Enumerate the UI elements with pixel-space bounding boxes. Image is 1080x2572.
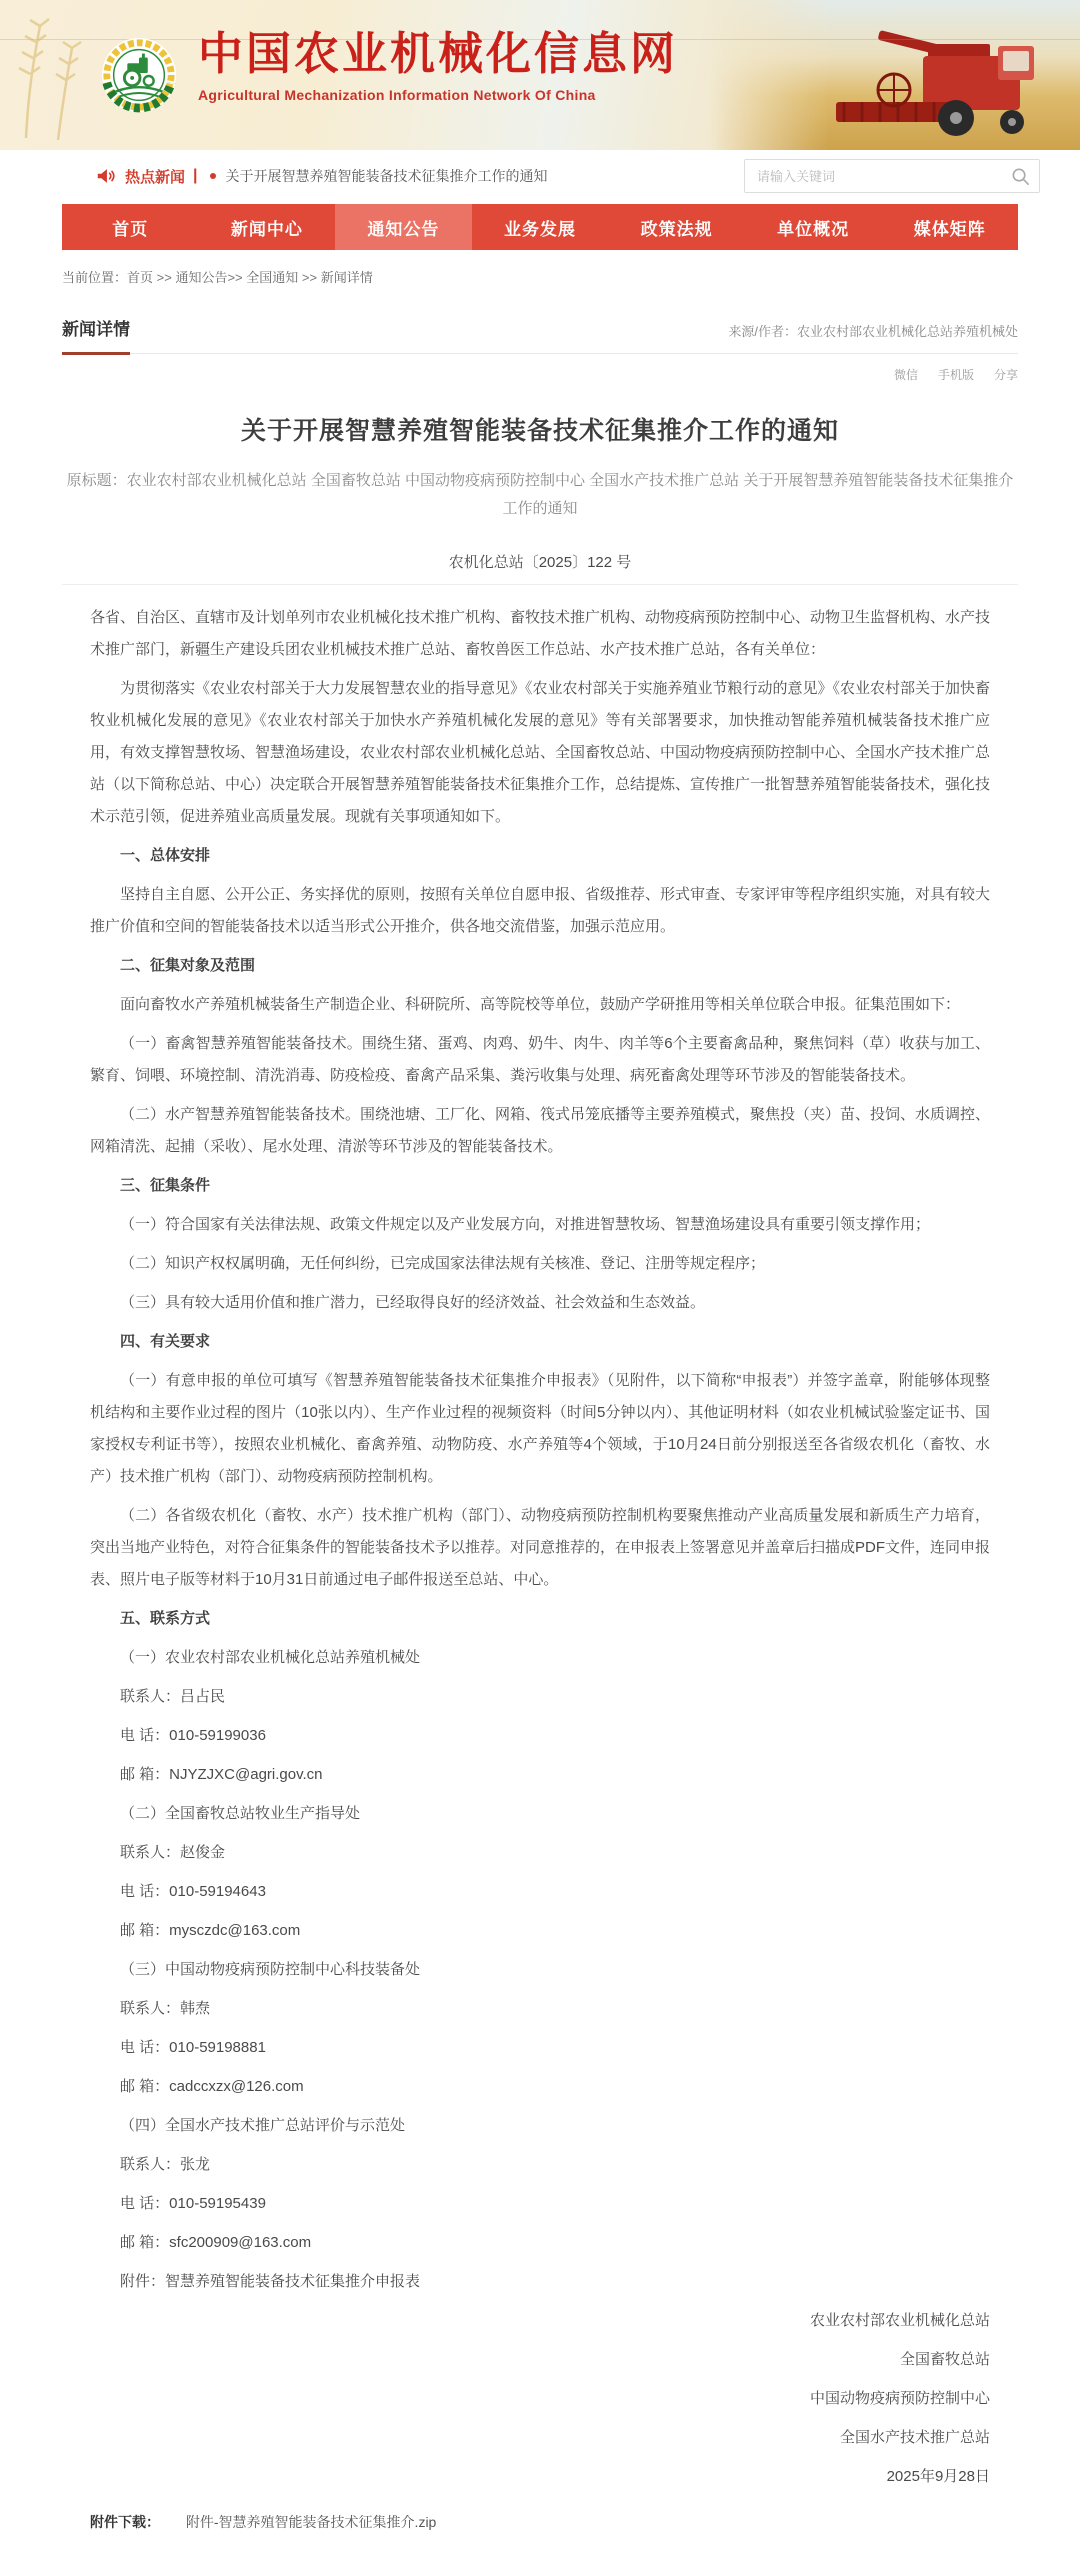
hot-news-headline-link[interactable]: 关于开展智慧养殖智能装备技术征集推介工作的通知: [225, 168, 548, 184]
page-title: 新闻详情: [62, 320, 130, 339]
site-title: 中国农业机械化信息网: [198, 28, 679, 79]
article-body: [62, 602, 1018, 2493]
article-paragraph: 电 话：010-59194643: [120, 1883, 266, 1900]
bullet-dot-icon: [210, 173, 216, 179]
article-paragraph: （二）知识产权权属明确，无任何纠纷，已完成国家法律法规有关核准、登记、注册等规定程序；: [120, 1255, 766, 1272]
breadcrumb-item-新闻详情: 新闻详情: [320, 270, 373, 285]
breadcrumb: [62, 250, 1018, 301]
search-input[interactable]: [745, 160, 1039, 192]
article-paragraph: （一）符合国家有关法律法规、政策文件规定以及产业发展方向，对推进智慧牧场、智慧渔场建设具有重要引领支撑作用；: [120, 1216, 931, 1233]
article-paragraph: 坚持自主自愿、公开公正、务实择优的原则，按照有关单位自愿申报、省级推荐、形式审查、专家评审等程序组织实施，对具有较大推广价值和空间的智能装备技术以适当形式公开推介，供各地交流借鉴，加强示范应用。: [90, 886, 991, 935]
site-banner: [0, 0, 1080, 150]
article-paragraph: 面向畜牧水产养殖机械装备生产制造企业、科研院所、高等院校等单位，鼓励产学研推用等相关单位联合申报。征集范围如下：: [120, 996, 961, 1013]
article-paragraph: （四）全国水产技术推广总站评价与示范处: [120, 2117, 406, 2134]
nav-item-通知公告[interactable]: 通知公告: [335, 204, 472, 250]
nav-item-新闻中心[interactable]: 新闻中心: [230, 219, 303, 239]
article-paragraph: 邮 箱：cadccxzx@126.com: [120, 2078, 304, 2095]
site-logo-emblem-icon: [100, 36, 178, 114]
section-heading: 五、联系方式: [120, 1610, 211, 1627]
breadcrumb-item-全国通知[interactable]: 全国通知: [246, 270, 299, 285]
hot-news-divider: |: [193, 167, 198, 184]
share-row: [62, 354, 1018, 383]
breadcrumb-prefix: 当前位置：: [62, 270, 128, 285]
section-heading: 一、总体安排: [120, 847, 211, 864]
harvester-illustration: [710, 0, 1080, 150]
article-title: 关于开展智慧养殖智能装备技术征集推介工作的通知: [240, 417, 839, 445]
article-paragraph: 联系人：吕占民: [120, 1688, 226, 1705]
main-content: [62, 301, 1018, 2572]
breadcrumb-item-首页[interactable]: 首页: [127, 270, 154, 285]
nav-item-政策法规[interactable]: 政策法规: [640, 219, 713, 239]
article-subtitle: 原标题：农业农村部农业机械化总站 全国畜牧总站 中国动物疫病预防控制中心 全国水产技术推广总站 关于开展智慧养殖智能装备技术征集推介工作的通知: [66, 472, 1014, 517]
attachment-file-link[interactable]: 附件-智慧养殖智能装备技术征集推介.zip: [185, 2514, 437, 2530]
harvester-photo: [710, 0, 1080, 150]
hot-news-label: 热点新闻: [125, 168, 186, 186]
article-paragraph: （二）各省级农机化（畜牧、水产）技术推广机构（部门）、动物疫病预防控制机构要聚焦推动产业高质量发展和新质生产力培育，突出当地产业特色，对符合征集条件的智能装备技术予以推荐。对同意推荐的，在申报表上签署意见并盖章后扫描成PDF文件，连同申报表、照片电子版等材料于10月31日前通过电子邮件报送至总站、中心。: [90, 1507, 991, 1588]
nav-item-单位概况[interactable]: 单位概况: [777, 219, 850, 239]
article-paragraph: 为贯彻落实《农业农村部关于大力发展智慧农业的指导意见》《农业农村部关于实施养殖业节粮行动的意见》《农业农村部关于加快畜牧业机械化发展的意见》《农业农村部关于加快水产养殖机械化发展的意见》等有关部署要求，加快推动智能养殖机械装备技术推广应用，有效支撑智慧牧场、智慧渔场建设，农业农村部农业机械化总站、全国畜牧总站、中国动物疫病预防控制中心、全国水产技术推广总站（以下简称总站、中心）决定联合开展智慧养殖智能装备技术征集推介工作，总结提炼、宣传推广一批智慧养殖智能装备技术，强化技术示范引领，促进养殖业高质量发展。现就有关事项通知如下。: [90, 680, 991, 825]
share-link-微信[interactable]: 微信: [893, 368, 918, 382]
article-paragraph: 附件：智慧养殖智能装备技术征集推介申报表: [120, 2273, 421, 2290]
signature-line: 中国动物疫病预防控制中心: [809, 2390, 990, 2407]
article-paragraph: 邮 箱：sfc200909@163.com: [120, 2234, 312, 2251]
source-author: 来源/作者：农业农村部农业机械化总站养殖机械处: [728, 324, 1018, 339]
signature-line: 全国畜牧总站: [899, 2351, 990, 2368]
breadcrumb-separator: >>: [227, 270, 247, 285]
breadcrumb-separator: >>: [298, 270, 321, 285]
site-logo[interactable]: [100, 36, 178, 114]
article-paragraph: （一）农业农村部农业机械化总站养殖机械处: [120, 1649, 421, 1666]
signature-block: [90, 2305, 990, 2493]
site-subtitle: Agricultural Mechanization Information Network Of China: [198, 86, 596, 103]
section-heading: 四、有关要求: [120, 1333, 211, 1350]
breadcrumb-separator: >>: [153, 270, 176, 285]
article-paragraph: （一）有意申报的单位可填写《智慧养殖智能装备技术征集推介申报表》（见附件，以下简称“申报表”）并签字盖章，附能够体现整机结构和主要作业过程的图片（10张以内）、生产作业过程的视频资料（时间5分钟以内）、其他证明材料（如农业机械试验鉴定证书、国家授权专利证书等），按照农业机械化、畜禽养殖、动物防疫、水产养殖等4个领域，于10月24日前分别报送至各省级农机化（畜牧、水产）技术推广机构（部门）、动物疫病预防控制机构。: [90, 1372, 990, 1485]
divider-line: [62, 584, 1018, 585]
article-paragraph: 电 话：010-59198881: [120, 2039, 266, 2056]
article-paragraph: （二）水产智慧养殖智能装备技术。围绕池塘、工厂化、网箱、筏式吊笼底播等主要养殖模式，聚焦投（夹）苗、投饲、水质调控、网箱清洗、起捕（采收）、尾水处理、清淤等环节涉及的智能装备技术。: [90, 1106, 991, 1155]
attachment-label: 附件下载：: [90, 2514, 160, 2530]
article-paragraph: （三）中国动物疫病预防控制中心科技装备处: [120, 1961, 421, 1978]
section-heading: 二、征集对象及范围: [120, 957, 256, 974]
section-heading: 三、征集条件: [120, 1177, 211, 1194]
nav-item-媒体矩阵[interactable]: 媒体矩阵: [913, 219, 986, 239]
breadcrumb-item-通知公告[interactable]: 通知公告: [175, 270, 228, 285]
signature-line: 农业农村部农业机械化总站: [809, 2312, 990, 2329]
article-paragraph: 电 话：010-59199036: [120, 1727, 266, 1744]
article-paragraph: （一）畜禽智慧养殖智能装备技术。围绕生猪、蛋鸡、肉鸡、奶牛、肉牛、肉羊等6个主要畜禽品种，聚焦饲料（草）收获与加工、繁育、饲喂、环境控制、清洗消毒、防疫检疫、畜禽产品采集、粪污收集与处理、病死畜禽处理等环节涉及的智能装备技术。: [90, 1035, 990, 1084]
search-box: [744, 159, 1040, 193]
article-paragraph: （二）全国畜牧总站牧业生产指导处: [120, 1805, 361, 1822]
page-head: [62, 301, 1018, 354]
article-paragraph: 联系人：赵俊金: [120, 1844, 226, 1861]
search-icon[interactable]: [1010, 166, 1031, 187]
megaphone-icon: [95, 165, 117, 187]
nav-item-首页[interactable]: 首页: [112, 219, 149, 239]
article: [62, 411, 1018, 2493]
article-paragraph: 联系人：韩焘: [120, 2000, 211, 2017]
page-title-underline: [62, 352, 130, 355]
article-paragraph: 联系人：张龙: [120, 2156, 211, 2173]
signature-line: 全国水产技术推广总站: [839, 2429, 990, 2446]
nav-item-业务发展[interactable]: 业务发展: [504, 219, 577, 239]
article-paragraph: 电 话：010-59195439: [120, 2195, 266, 2212]
share-link-手机版[interactable]: 手机版: [937, 368, 974, 382]
document-number: 农机化总站〔2025〕122 号: [448, 554, 632, 571]
share-link-分享[interactable]: 分享: [993, 368, 1018, 382]
main-nav: [62, 204, 1018, 250]
wheat-decoration: [6, 8, 86, 142]
site-brand: [198, 28, 678, 103]
article-paragraph: 邮 箱：mysczdc@163.com: [120, 1922, 301, 1939]
signature-line: 2025年9月28日: [886, 2468, 990, 2485]
attachment-download-row: [62, 2500, 1018, 2572]
article-paragraph: 邮 箱：NJYZJXC@agri.gov.cn: [120, 1766, 323, 1783]
article-paragraph: 各省、自治区、直辖市及计划单列市农业机械化技术推广机构、畜牧技术推广机构、动物疫病预防控制中心、动物卫生监督机构、水产技术推广部门，新疆生产建设兵团农业机械技术推广总站、畜牧兽医工作总站、水产技术推广总站，各有关单位：: [90, 609, 991, 658]
hot-news-bar: [0, 150, 1080, 202]
article-paragraph: （三）具有较大适用价值和推广潜力，已经取得良好的经济效益、社会效益和生态效益。: [120, 1294, 706, 1311]
